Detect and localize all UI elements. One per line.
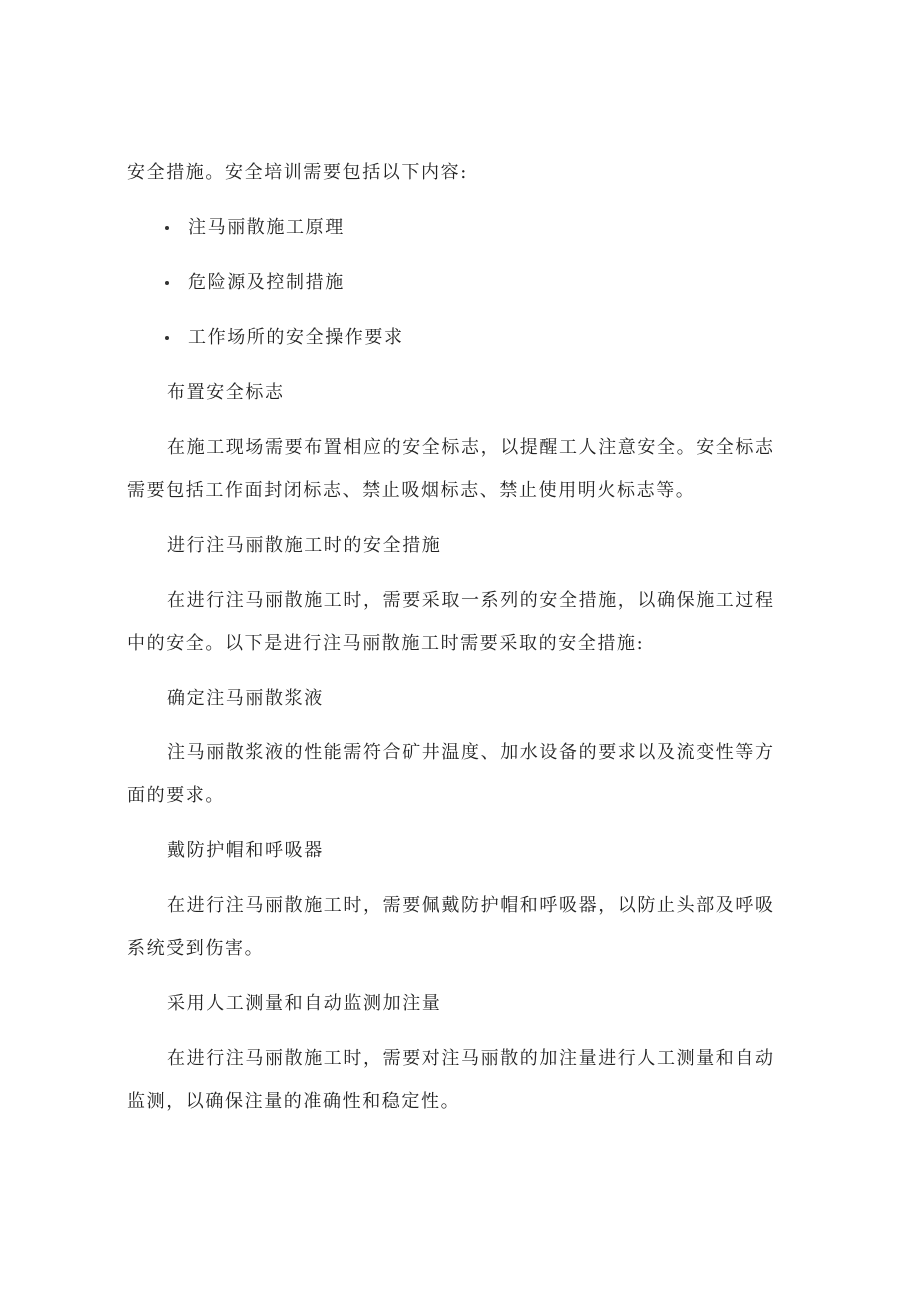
bullet-dot-icon: [165, 281, 169, 285]
paragraph-text: 在进行注马丽散施工时，需要采取一系列的安全措施，以确保施工过程: [167, 590, 775, 611]
paragraph-text: 安全措施。安全培训需要包括以下内容:: [127, 162, 468, 183]
bullet-item: [165, 326, 404, 350]
section-heading: 确定注马丽散浆液: [167, 688, 324, 709]
paragraph-text: 系统受到伤害。: [127, 938, 265, 959]
paragraph-text: 在进行注马丽散施工时，需要对注马丽散的加注量进行人工测量和自动: [167, 1048, 775, 1069]
section-heading: 进行注马丽散施工时的安全措施: [167, 535, 442, 556]
paragraph-text: 中的安全。以下是进行注马丽散施工时需要采取的安全措施:: [127, 633, 645, 654]
paragraph-text: 在施工现场需要布置相应的安全标志，以提醒工人注意安全。安全标志: [167, 437, 775, 458]
bullet-dot-icon: [165, 226, 169, 230]
bullet-item: [165, 216, 345, 240]
section-heading: 布置安全标志: [167, 382, 285, 403]
paragraph-text: 监测，以确保注量的准确性和稳定性。: [127, 1091, 461, 1112]
bullet-item: [165, 271, 345, 295]
paragraph-text: 需要包括工作面封闭标志、禁止吸烟标志、禁止使用明火标志等。: [127, 480, 696, 501]
bullet-text: 注马丽散施工原理: [188, 217, 345, 238]
paragraph-text: 在进行注马丽散施工时，需要佩戴防护帽和呼吸器，以防止头部及呼吸: [167, 895, 775, 916]
bullet-text: 危险源及控制措施: [188, 272, 345, 293]
section-heading: 采用人工测量和自动监测加注量: [167, 993, 442, 1014]
section-heading: 戴防护帽和呼吸器: [167, 840, 324, 861]
bullet-text: 工作场所的安全操作要求: [188, 327, 404, 348]
paragraph-text: 面的要求。: [127, 785, 225, 806]
paragraph-text: 注马丽散浆液的性能需符合矿井温度、加水设备的要求以及流变性等方: [167, 742, 775, 763]
bullet-dot-icon: [165, 336, 169, 340]
